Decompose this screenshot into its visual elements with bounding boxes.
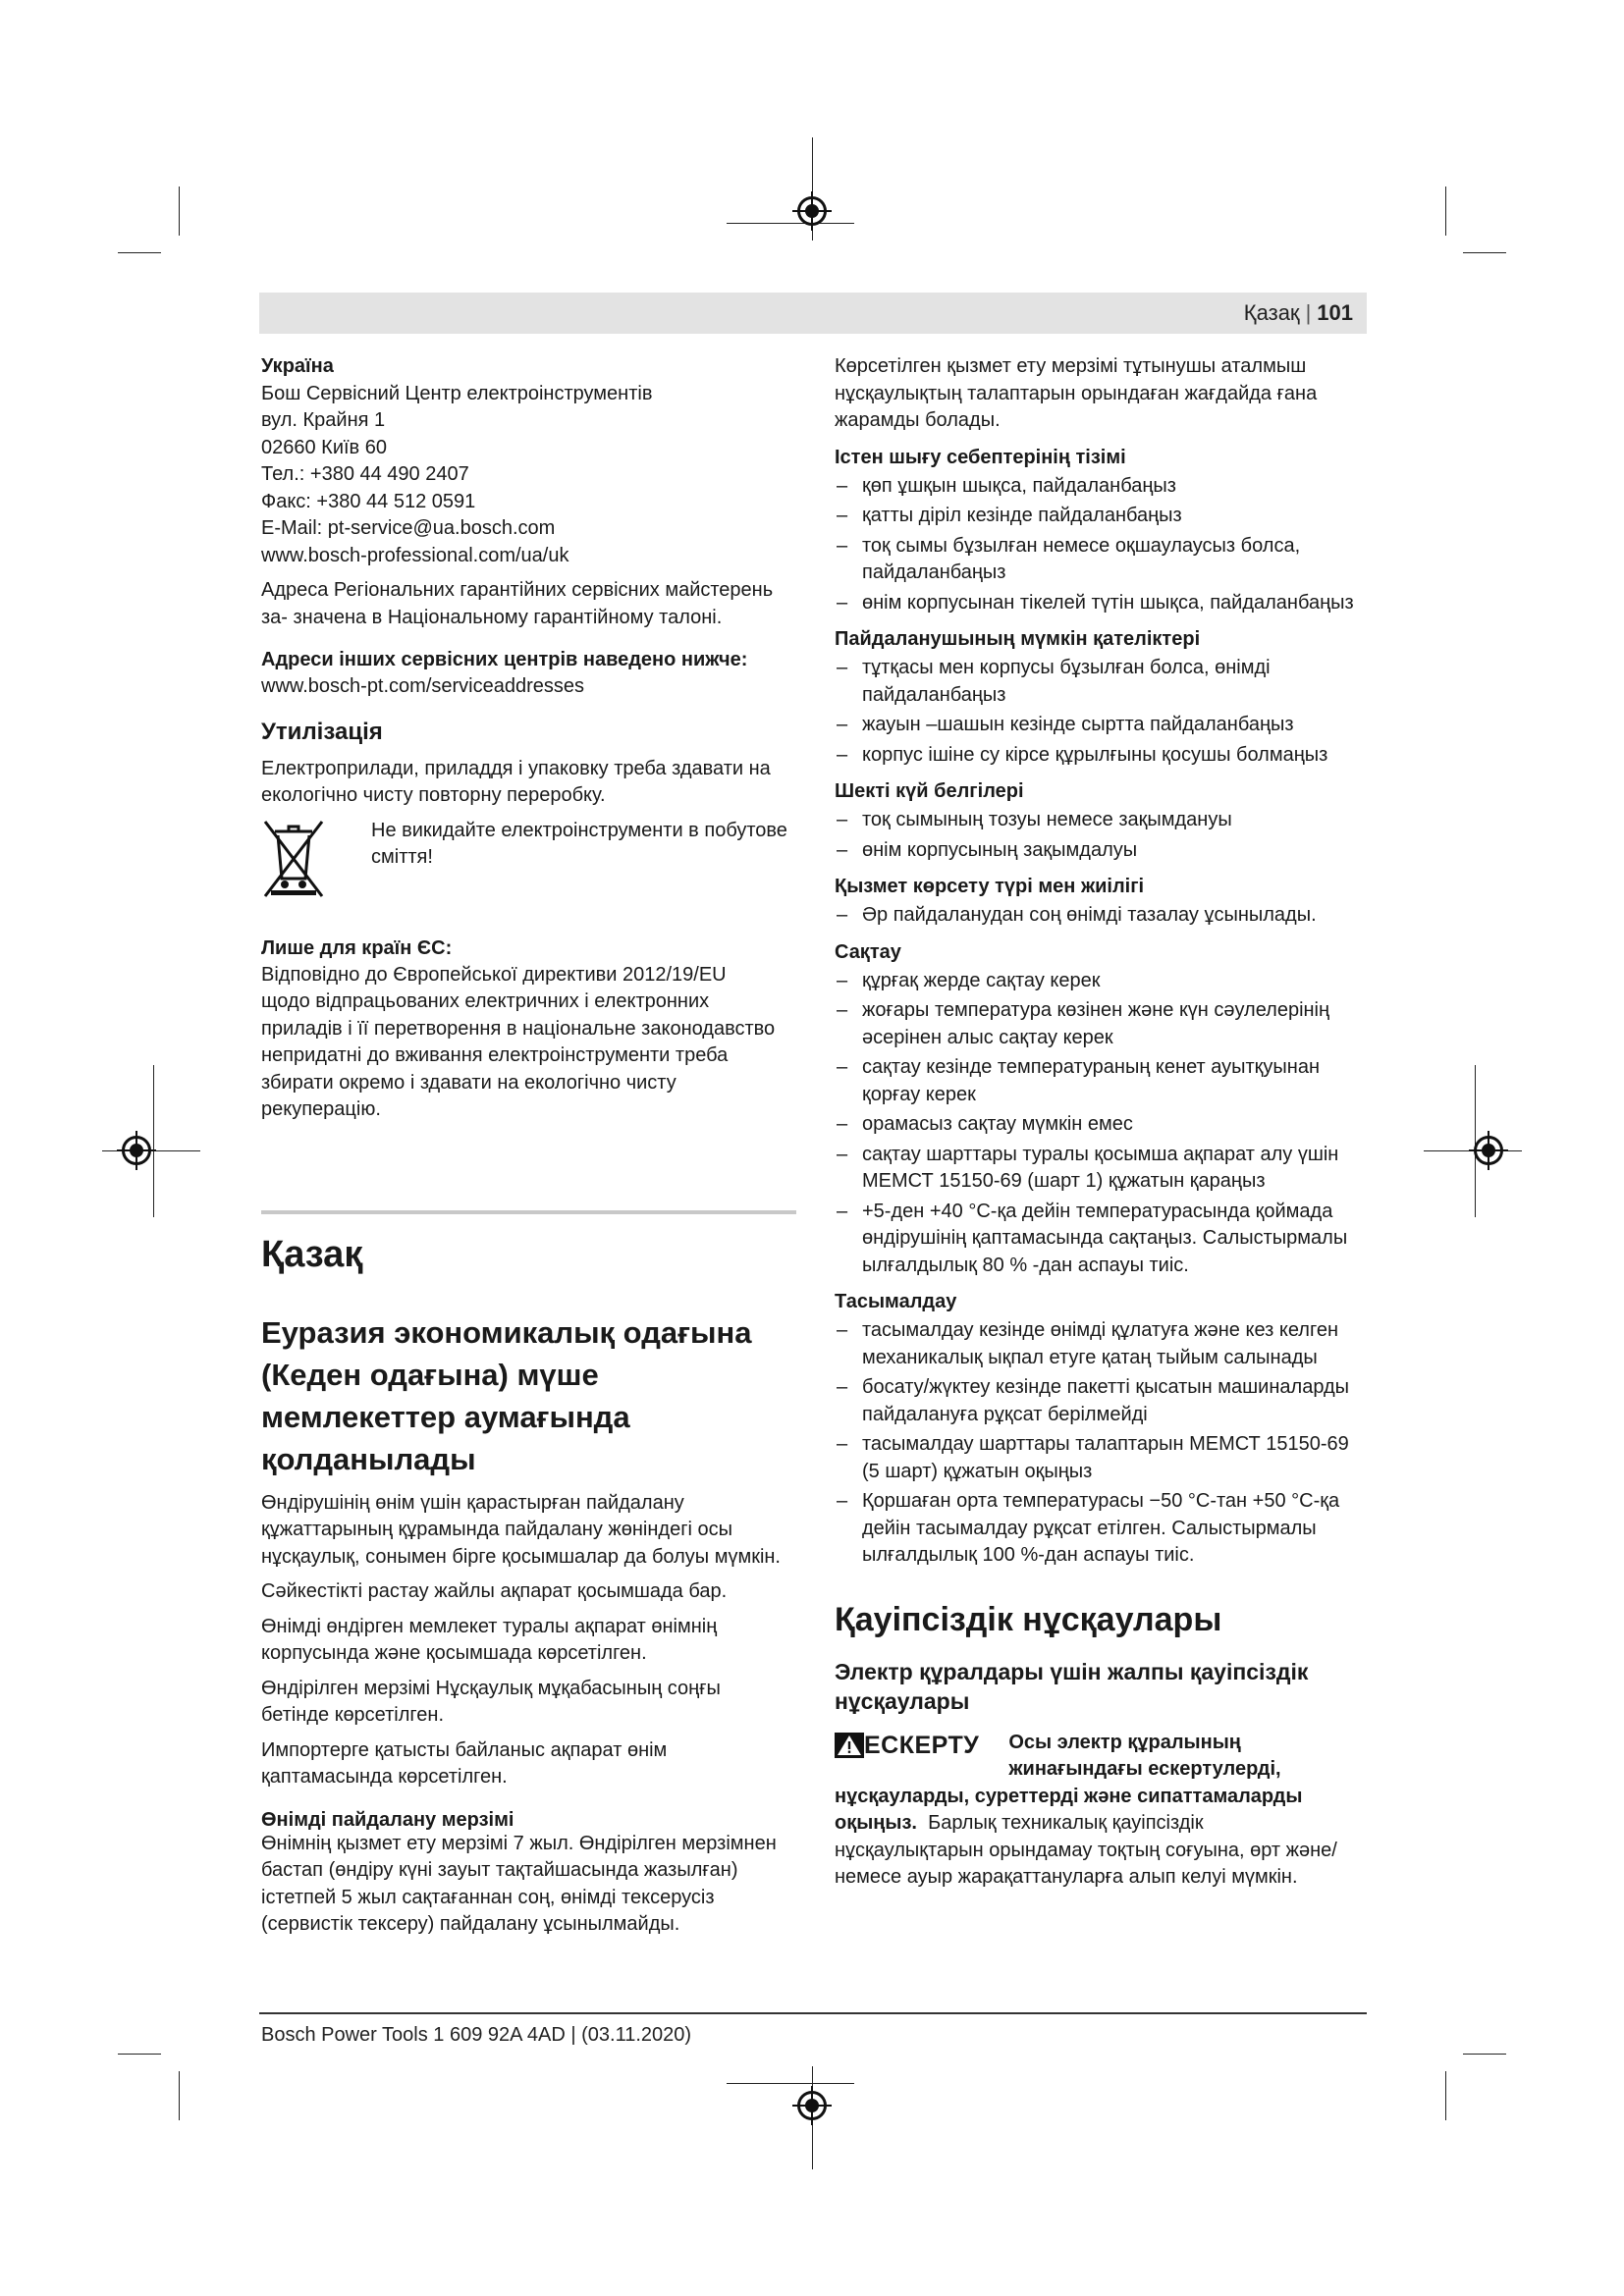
utilization-text [261,756,803,810]
page-footer: Bosch Power Tools 1 609 92A 4AD | (03.11.2020) [261,2024,692,2046]
lifetime-line: Өнімнің қызмет ету мерзімі 7 жыл. Өндірілген мерзімнен [261,1832,777,1854]
paragraph [261,1578,803,1606]
warning-block [835,1730,1371,1784]
warning-mixed-line [835,1810,1371,1838]
warning-label: ЕСКЕРТУ [864,1731,980,1759]
header-text: Қазақ | 101 [1243,300,1353,325]
limit-heading: Шекті күй белгілері [835,780,1024,802]
paragraph [261,1490,803,1572]
list-item-line: МЕМСТ 15150-69 (шарт 1) құжатын қараңыз [862,1170,1266,1192]
registration-mark-icon [122,1136,151,1165]
registration-mark-icon [797,2091,827,2120]
list-item-line: – корпус ішіне су кірсе құрылғыны қосушы болмаңыз [862,743,1328,766]
list-item-line: қорғау керек [862,1083,976,1105]
list-item-line: әсерінен алыс сақтау керек [862,1026,1113,1048]
list-item-line: – Қоршаған орта температурасы −50 °C-тан +50 °C-қа [862,1490,1340,1512]
list-item-line: – сақтау шарттары туралы қосымша ақпарат алу үшін [862,1143,1339,1165]
eu-line: приладів і її перетворення в національне законодавство [261,1017,776,1040]
limit-list [835,807,1371,864]
other-centers-url: www.bosch-pt.com/serviceaddresses [261,675,585,697]
list-item [835,503,1371,530]
eu-line: Відповідно до Європейської директиви 2012/19/EU [261,963,727,986]
registration-mark-icon [1474,1136,1503,1165]
crop-mark [1445,2071,1446,2120]
eu-line: щодо відпрацьованих електричних і електронних [261,990,710,1012]
paragraph-line: Өндірілген мерзімі Нұсқаулық мұқабасының соңғы [261,1677,721,1699]
list-item [835,1374,1371,1428]
warning-bold-end: оқыңыз. [835,1812,917,1834]
list-item [835,473,1371,501]
list-item-line: өндірушінің қаптамасында сақтаңыз. Салыстырмалы [862,1227,1348,1249]
list-item-line: дейін тасымалдау рұқсат етілген. Салыстырмалы [862,1517,1317,1539]
list-item-line: – тұтқасы мен корпусы бұзылған болса, өнімді [862,657,1271,678]
warning-bold-line: жинағындағы ескертулерді, [1008,1758,1281,1780]
intro-line: нұсқаулықтың талаптарын орындаған жағдайда ғана [835,382,1318,404]
paragraph-line: Импортерге қатысты байланыс ақпарат өнім [261,1738,668,1761]
section-divider [261,1210,796,1214]
crop-mark [1463,2054,1506,2055]
warning-badge [835,1732,979,1760]
list-item-line: – орамасыз сақтау мүмкін емес [862,1113,1133,1135]
list-item-line: – тоқ сымының тозуы немесе зақымдануы [862,809,1232,830]
errors-list [835,655,1371,769]
errors-heading: Пайдаланушының мүмкін қателіктері [835,628,1201,650]
transport-heading: Тасымалдау [835,1291,957,1312]
paragraph-line: Өндірушінің өнім үшін қарастырған пайдалану [261,1491,684,1514]
list-item-line: – жоғары температура көзінен және күн сәулелерінің [862,999,1330,1021]
lifetime-line: істетпей 5 жыл сақтағаннан соң, өнімді тексерусіз [261,1886,715,1908]
address-block [261,381,803,570]
warning-first-lines [1008,1730,1280,1784]
paragraph-line: құжаттарының құрамында пайдалану жөніндегі осы [261,1519,732,1540]
address-line: 02660 Київ 60 [261,436,387,458]
list-item [835,1488,1371,1570]
list-item-line: (5 шарт) құжатын оқыңыз [862,1460,1093,1482]
list-item [835,533,1371,587]
list-item [835,807,1371,834]
failure-heading: Істен шығу себептерінің тізімі [835,446,1126,468]
list-item [835,902,1371,930]
crop-mark [118,2054,161,2055]
paragraph-line: Өнімді өндірген мемлекет туралы ақпарат өнімнің [261,1615,718,1637]
other-centers-heading: Адреси інших сервісних центрів наведено нижче: [261,649,748,670]
paragraph-line: корпусында және қосымшада көрсетілген. [261,1642,647,1664]
list-item-line: – қатты діріл кезінде пайдаланбаңыз [862,505,1182,526]
crop-mark [179,187,180,236]
warning-continued [835,1784,1371,1892]
list-item-line: – босату/жүктеу кезінде пакетті қысатын машиналарды [862,1376,1350,1398]
warning-tail-line: немесе ауыр жарақаттануларға алып келуі мүмкін. [835,1866,1298,1888]
eurasian-heading-line: (Кеден одағына) мүше [261,1357,599,1392]
registration-mark-icon [797,196,827,226]
service-heading: Қызмет көрсету түрі мен жиілігі [835,876,1145,897]
crop-mark [118,252,161,253]
list-item-line: – Әр пайдаланудан соң өнімді тазалау ұсынылады. [862,904,1317,926]
list-item [835,742,1371,770]
warning-triangle-icon [835,1733,864,1758]
storage-list [835,968,1371,1280]
list-item [835,968,1371,995]
crossed-out-bin-icon [261,818,326,900]
regional-line: за- значена в Національному гарантійному талоні. [261,606,723,628]
list-item-line: ылғалдылық 100 %-дан аспауы тиіс. [862,1544,1195,1566]
eu-heading: Лише для країн ЄС: [261,936,453,959]
service-list [835,902,1371,930]
list-item-line: – тоқ сымы бұзылған немесе оқшаулаусыз болса, [862,534,1301,557]
right-column [835,353,1371,1892]
storage-heading: Сақтау [835,940,901,963]
list-item-line: – өнім корпусынан тікелей түтін шықса, пайдаланбаңыз [862,591,1354,614]
list-item [835,997,1371,1051]
list-item [835,1431,1371,1485]
list-item [835,1317,1371,1371]
list-item-line: – тасымалдау шарттары талаптарын МЕМСТ 15150-69 [862,1433,1349,1455]
list-item [835,590,1371,617]
paragraph-line: нұсқаулық, сонымен бірге қосымшалар да болуы мүмкін. [261,1545,781,1568]
list-item-line: пайдаланбаңыз [862,683,1006,706]
eu-line: рекуперацію. [261,1098,381,1120]
warning-tail: Барлық техникалық қауіпсіздік [928,1812,1204,1834]
regional-note [261,577,803,631]
lifetime-heading: Өнімді пайдалану мерзімі [261,1808,514,1831]
list-item [835,1054,1371,1108]
ukraine-title: Україна [261,355,334,377]
footer-divider [259,2012,1367,2014]
crop-mark [1463,252,1506,253]
eu-text [261,962,803,1124]
lifetime-line: бастап (өндіру күні зауыт тақтайшасында жазылған) [261,1859,738,1881]
safety-subheading [835,1657,1371,1716]
crop-mark [179,2071,180,2120]
lifetime-text [261,1831,803,1939]
paragraph [261,1737,803,1791]
eurasian-heading-line: Еуразия экономикалық одағына [261,1314,752,1350]
intro-text [835,353,1371,435]
paragraph [261,1676,803,1730]
crop-mark [153,1065,154,1217]
crop-mark [1445,187,1446,236]
regional-line: Адреса Регіональних гарантійних сервісних майстерень [261,579,774,601]
warning-tail-line: нұсқаулықтарын орындамау тоқтың соғуына, өрт және/ [835,1839,1337,1861]
header-language: Қазақ [1243,300,1300,325]
safety-subheading-line: Электр құралдары үшін жалпы қауіпсіздік [835,1658,1309,1684]
paragraph-line: Сәйкестікті растау жайлы ақпарат қосымшада бар. [261,1580,728,1602]
eurasian-heading-line: қолданылады [261,1441,476,1476]
list-item [835,1111,1371,1139]
list-item-line: пайдалануға рұқсат берілмейді [862,1403,1148,1425]
list-item-line: – +5-ден +40 °C-қа дейін температурасында қоймада [862,1200,1333,1222]
crop-mark [727,223,854,224]
crop-mark [727,2083,854,2084]
address-line: www.bosch-professional.com/ua/uk [261,544,569,566]
weee-notice [261,818,803,900]
address-line: E-Mail: pt-service@ua.bosch.com [261,517,556,539]
lifetime-line: (сервистік тексеру) пайдалану ұсынылмайды. [261,1913,680,1935]
eu-line: збирати окремо і здавати на екологічно чисту [261,1071,677,1094]
list-item-line: – тасымалдау кезінде өнімді құлатуға және кез келген [862,1319,1338,1341]
safety-subheading-line: нұсқаулары [835,1687,970,1714]
paragraph [261,1614,803,1668]
page-number: 101 [1317,300,1353,325]
language-heading: Қазақ [261,1233,363,1275]
utilization-heading: Утилізація [261,718,383,745]
transport-list [835,1317,1371,1570]
list-item-line: механикалық ықпал етуге қатаң тыйым салынады [862,1346,1318,1368]
warning-bold-line: Осы электр құралының [1008,1731,1241,1753]
address-line: Факс: +380 44 512 0591 [261,490,476,512]
intro-line: жарамды болады. [835,409,1001,431]
utilization-line: екологічно чисту повторну переробку. [261,784,606,806]
safety-heading: Қауіпсіздік нұсқаулары [835,1600,1222,1638]
list-item-line: – өнім корпусының зақымдалуы [862,838,1138,861]
page-header [259,293,1367,334]
list-item-line: ылғалдылық 80 % -дан аспауы тиіс. [862,1254,1189,1276]
list-item-line: – қөп ұшқын шықса, пайдаланбаңыз [862,474,1176,497]
list-item [835,1142,1371,1196]
weee-line: сміття! [371,846,433,868]
list-item-line: – жауын –шашын кезінде сыртта пайдаланбаңыз [862,714,1294,735]
eurasian-heading-line: мемлекеттер аумағында [261,1399,630,1434]
intro-line: Көрсетілген қызмет ету мерзімі тұтынушы аталмыш [835,355,1307,377]
eu-line: непридатні до вживання електроінструменти треба [261,1044,729,1066]
failure-list [835,473,1371,617]
left-column [261,353,803,1939]
list-item [835,655,1371,709]
address-line: Тел.: +380 44 490 2407 [261,463,469,485]
address-line: Бош Сервісний Центр електроінструментів [261,382,653,404]
list-item [835,1199,1371,1280]
weee-text [371,818,803,872]
list-item-line: – сақтау кезінде температураның кенет ауытқуынан [862,1056,1321,1078]
list-item [835,712,1371,739]
list-item [835,837,1371,865]
utilization-line: Електроприлади, приладдя і упаковку треба здавати на [261,757,771,779]
paragraph-line: қаптамасында көрсетілген. [261,1766,508,1788]
paragraph-line: бетінде көрсетілген. [261,1704,444,1726]
address-line: вул. Крайня 1 [261,409,386,431]
eurasian-heading [261,1311,803,1480]
list-item-line: – құрғақ жерде сақтау керек [862,969,1101,991]
list-item-line: пайдаланбаңыз [862,561,1006,583]
warning-bold-line: нұсқауларды, суреттерді және сипаттамаларды [835,1785,1303,1807]
weee-line: Не викидайте електроінструменти в побутове [371,819,787,841]
